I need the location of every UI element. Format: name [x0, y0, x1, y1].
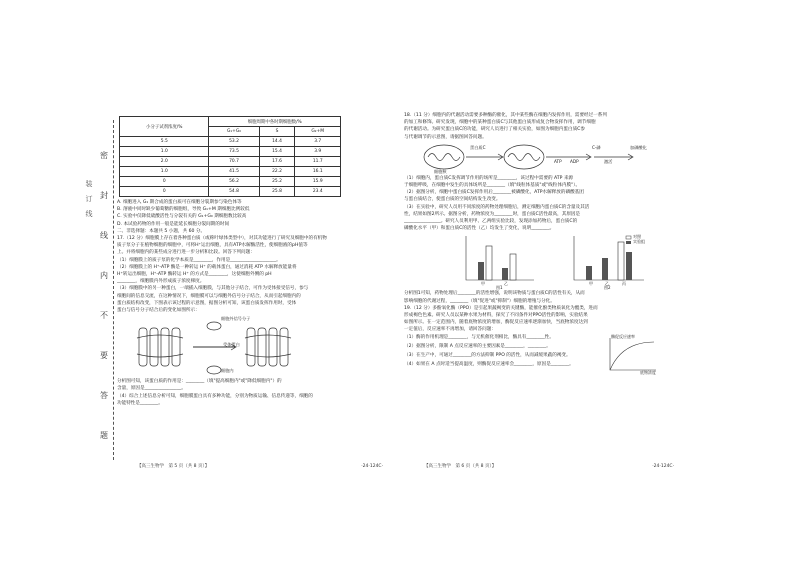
q19-line: 形成褐色色素。研究人员以某种水果为材料，探究了不同条件对PPO活性的影响，实验结果 [404, 313, 588, 319]
q18-line: 18.（11 分）细胞内的代谢活动需要多种酶的催化，其中某些酶在细胞内发挥作用，需要经过一系列 [404, 113, 607, 118]
fig-label-receptor: 受体蛋白 [223, 342, 240, 348]
fig-c: C-磷 [592, 144, 601, 150]
bar [602, 258, 608, 280]
q17b-line: 含量，原因是________________。 [117, 386, 186, 392]
table-row: 5.5 53.2 14.4 3.7 [120, 137, 341, 147]
q17b-line: （4）综合上述信息分析可知，细胞膜蛋白具有多种功能，分别为物质运输、信息传递等，细胞的 [117, 393, 313, 399]
binding-line-label: 装订线 [85, 180, 93, 225]
cell-cycle-table [119, 116, 341, 197]
q17-line: ________，细胞膜内外形成质子浓度梯度。 [117, 279, 205, 285]
table-col: G₁+G₀ [209, 127, 259, 137]
q17-line: 细胞间的信息交流，在这种情况下，细胞膜可以与细胞外信号分子结合，从而引起细胞内的 [117, 293, 301, 299]
footer-right: ·24·124C· [652, 464, 674, 469]
fig-e: ADP [570, 158, 579, 164]
fig-f: 激活 [604, 158, 613, 164]
tick-label: 丙 [622, 281, 626, 287]
right-page [404, 112, 676, 467]
q17-line: 质子泵分子在植物细胞的细胞中，可将H⁺运出细胞，具有ATP水解酶活性，使细胞液的pH值等 [117, 243, 308, 249]
fig2-label: 图2 [604, 285, 611, 291]
seal-char: 内 [100, 271, 108, 280]
table-row: 2.0 70.7 17.6 11.7 [120, 157, 341, 167]
section-title: 二、非选择题：本题共 5 小题，共 60 分。 [117, 228, 206, 234]
sealing-line [101, 120, 114, 460]
q17-line: 上。并将细胞内的某些成分进行进一步分析和比较。回答下列问题： [117, 250, 255, 256]
q18b-line: 于细胞呼吸，在细胞中发生的具体场所是________（填"线粒体基质"或"线粒体内膜"）。 [404, 183, 581, 189]
q19-line: 如图所示。在一定范围内，随着底物浓度的增加，酶促反应速率逐渐加快，当底物浓度达到 [404, 320, 588, 326]
seal-char: 不 [100, 311, 108, 320]
seal-char: 要 [100, 351, 108, 360]
footer-right: ·24·124C· [361, 464, 383, 469]
fig-b: ATP [554, 158, 562, 164]
q17-line: 蛋白与信号分子结合后的变化如图所示： [117, 308, 200, 314]
q17-line: （1）细胞膜上的质子泵的化学本质是________，作用是____________________。 [117, 257, 281, 263]
q18b-line: （2）据图分析，细胞中蛋白质C发挥作用后________被磷酸化，ATP水解释放的磷酸基团 [404, 190, 584, 196]
membrane-diagram [117, 314, 385, 378]
footer-left: 【高三生物学 第 6 页（共 8 页）】 [424, 464, 497, 469]
seal-char: 线 [100, 231, 108, 240]
q18c-line: 分析图1可知，药物处理后________的活性增强，说明该物质与蛋白质C的活性有关，从而 [404, 291, 585, 297]
curve-xlabel: 底物浓度 [640, 369, 656, 375]
q19b-line: （1）酶的作用机理是________，与无机催化剂相比，酶具有________性。 [404, 334, 554, 340]
seal-char: 封 [100, 191, 108, 200]
q17-line: H⁺转运出细胞，H⁺-ATP 酶转运 H⁺ 的方式是________，这使细胞外侧的 pH [117, 272, 272, 278]
table-header-left: 小分子试剂浓度/% [120, 117, 209, 137]
tick-label: 甲 [481, 281, 485, 287]
q17-line: （2）细胞膜上的 H⁺-ATP 酶是一种转运 H⁺ 的载体蛋白，通过消耗 ATP 水解释放能量将 [117, 264, 297, 270]
table-row: 0 54.8 25.8 23.4 [120, 187, 341, 197]
seal-char: 题 [100, 431, 108, 440]
q18b-line: （3）在实验中，研究人员用不同浓度的药物处理细胞后，测定细胞内蛋白质C的含量及其活 [404, 204, 590, 210]
q19b-line: （3）在生产中，可通过________的方法抑制 PPO 的活性，从而减缓果蔬的褐变。 [404, 352, 571, 358]
tick-label: 乙 [605, 281, 609, 287]
fig-label-signal: 细胞外信号分子 [221, 316, 251, 322]
option-b: B. 溶液中同时缺少葡萄糖的细胞组，导致 G₁+M 期细胞比例较低 [117, 207, 250, 213]
membrane-figure [117, 314, 385, 378]
q17-line: 17.（12 分）细胞膜上存在着各种蛋白质（或称叶绿体类型中），对其功能进行了研究及细胞中的有机物 [117, 236, 327, 242]
q19-line: 一定值后，反应速率不再增加，请回答问题： [404, 327, 496, 333]
bar [618, 242, 624, 280]
table-col: S [259, 127, 295, 137]
seal-char: 密 [100, 151, 108, 160]
fig1-label: 图1 [496, 285, 503, 291]
fig-d: 加磷酸化 [630, 144, 647, 150]
q18b-line: 性，结果如图2所示。据图分析，药物浓度为________时，蛋白质C活性最高，其原因是 [404, 211, 581, 217]
option-c: C. 实验中仅降低硫酸活性与分裂有关的 G₁+G₀ 期细胞数比较高 [117, 214, 247, 220]
fig-g: 细胞核 [434, 168, 447, 174]
curve-figure [404, 334, 676, 376]
bar [502, 268, 508, 280]
q19b-line: （4）如果在 A 点时适当提高温度，则酶促反应速率会________，原因是________。 [404, 361, 574, 367]
fig-a: 蛋白质C [470, 144, 486, 150]
membrane-left [137, 328, 183, 366]
q18b-line: ________________。研究人员利用甲、乙两组实验比较，发现添加药物后，蛋白质C的 [404, 219, 578, 225]
tick-label: 乙 [504, 281, 508, 287]
q18-line: 的加工和修饰。研究发现，细胞中的某种蛋白质C与其他蛋白质形成复合物发挥作用，调节细胞 [404, 120, 596, 126]
left-page [117, 112, 385, 467]
legend-item: 实验组 [633, 239, 645, 245]
q19b-line: （2）据图分析，限制 A 点反应速率的主要因素是________，________。 [404, 343, 551, 349]
bar-figures [404, 232, 676, 290]
footer-left: 【高三生物学 第 5 页（共 8 页）】 [137, 464, 210, 469]
option-d: D. 本试验药物的作用一般是能延长细胞分裂间期的时间 [117, 221, 230, 227]
curve-ylabel: 酶促反应速率 [611, 333, 635, 339]
table-row: 1.0 73.5 15.4 3.9 [120, 147, 341, 157]
q18-line: 的代谢活动。为研究蛋白质C的功能，研究人员进行了相关实验，如图为细胞内蛋白质C参 [404, 127, 585, 133]
q18-line: 与代谢调节的示意图，请据图回答问题。 [404, 134, 487, 140]
fig-label-inside: 细胞内 [221, 368, 234, 374]
bar [486, 246, 492, 280]
q17b-line: 功能特性是________。 [117, 400, 163, 406]
pathway-figure [404, 141, 676, 175]
q17b-line: 分析图可知，该蛋白质的作用是：________（填"提高细胞内"或"降低细胞内"）的 [117, 379, 282, 385]
q19-line: 19.（12 分）多酚氧化酶（PPO）是引起果蔬褐变的关键酶，能催化酚类物质氧化为醌类，进而 [404, 305, 598, 311]
q17-line: （3）细胞膜中的另一种蛋白，一端插入细胞膜，与其他分子结合，可作为受体接受信号，参与 [117, 286, 309, 292]
q17-line: 蛋白质结构改变，下图表示该过程的示意图，据图分析可知，该蛋白质发挥作用时，受体 [117, 300, 297, 306]
membrane-right [245, 328, 291, 366]
table-header-top: 细胞周期中各时期细胞数/% [209, 117, 341, 127]
table-col: G₂+M [295, 127, 341, 137]
q18c-line: 影响细胞的代谢过程，________（填"促进"或"抑制"）细胞的增殖与分化。 [404, 298, 555, 304]
q18b-line: 磷酸化水平（甲）和蛋白质C的活性（乙）均发生了变化，说明________。 [404, 226, 555, 232]
table-row: 1.0 41.5 22.2 16.1 [120, 167, 341, 177]
bar [626, 252, 632, 280]
bar [510, 254, 516, 280]
legend-item: 对照 [633, 234, 641, 240]
bar [478, 262, 484, 280]
q18b-line: （1）细胞内，蛋白质C发挥调节作用的场所是________，该过程中需要的 ATP 来源 [404, 175, 574, 181]
table-row: 0 56.2 25.2 15.9 [120, 177, 341, 187]
q18b-line: 与蛋白质结合，使蛋白质的空间结构发生改变。 [404, 197, 501, 203]
tick-label: 甲 [589, 281, 593, 287]
option-a: A. 细胞进入 G₁ 期合成的蛋白质可在细胞分裂期参与染色体等 [117, 200, 242, 205]
bar [586, 266, 592, 280]
seal-char: 答 [100, 391, 108, 400]
